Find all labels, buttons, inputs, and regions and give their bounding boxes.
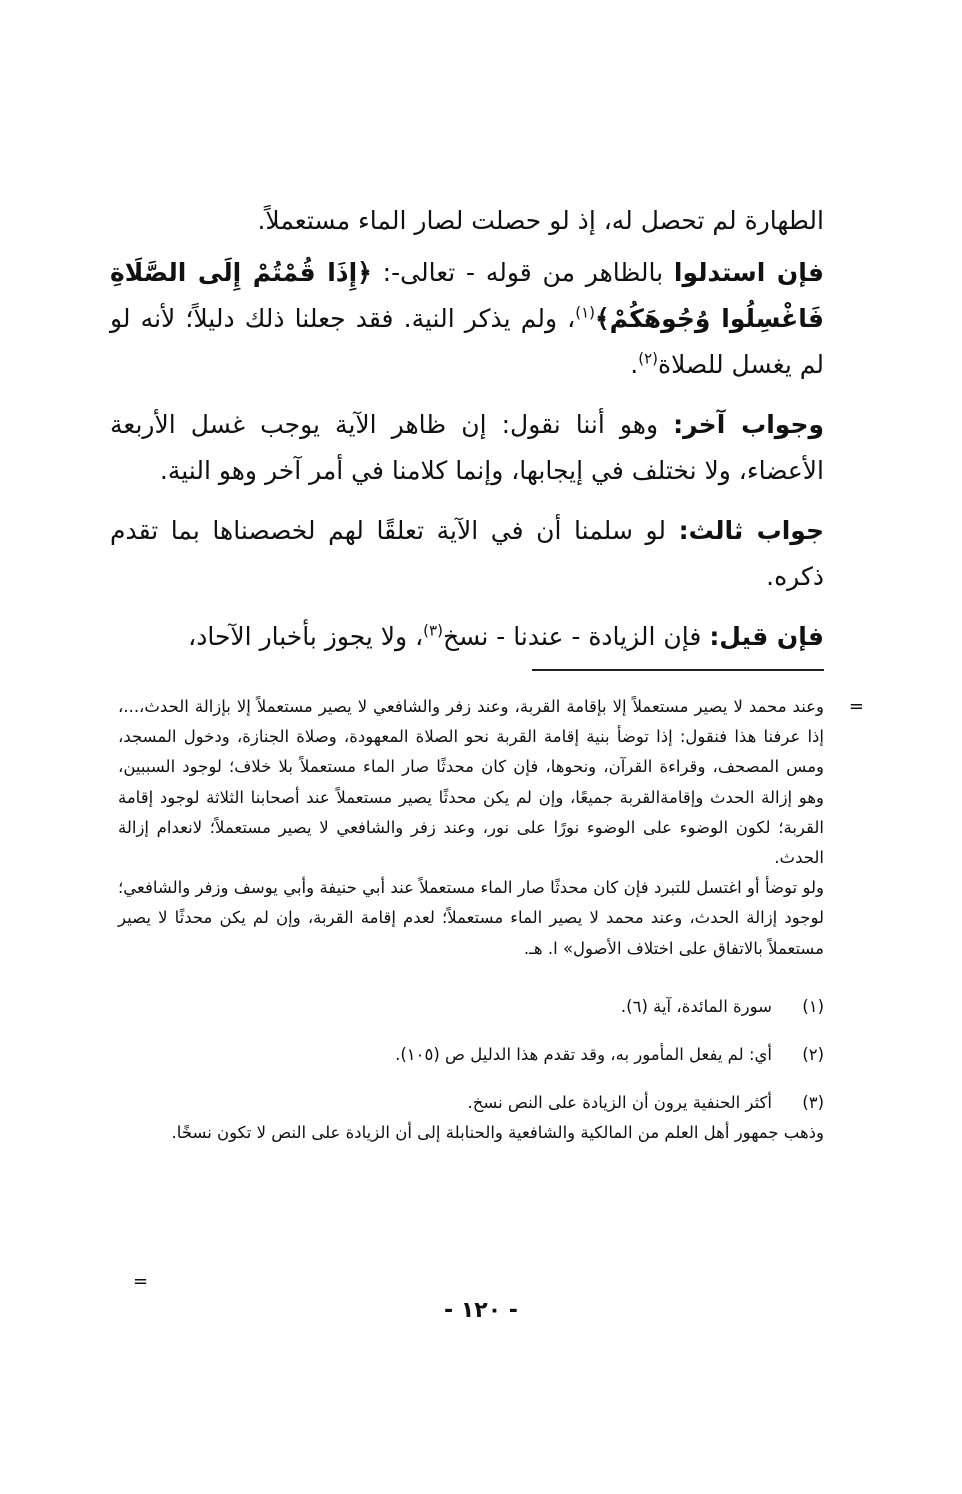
footnote-divider bbox=[532, 669, 824, 671]
footnote-3-text: أكثر الحنفية يرون أن الزيادة على النص نسخ. bbox=[467, 1093, 772, 1113]
footnote-1-number: (١) bbox=[802, 996, 824, 1016]
paragraph-3 bbox=[110, 402, 824, 494]
paragraph-2-lead: فإن استدلوا bbox=[673, 258, 825, 287]
paragraph-3-text: وهو أننا نقول: إن ظاهر الآية يوجب غسل الأربعة الأعضاء، ولا نختلف في إيجابها، وإنما كلامنا في أمر آخر وهو النية. bbox=[110, 410, 824, 485]
page-number: - ١٢٠ - bbox=[444, 1298, 518, 1323]
footnote-continuation bbox=[118, 692, 864, 964]
paragraph-2-text-a: بالظاهر من قوله - تعالى-: bbox=[371, 258, 674, 287]
footnote-3-continued: وذهب جمهور أهل العلم من المالكية والشافعية والحنابلة إلى أن الزيادة على النص لا تكون نسخًا. bbox=[171, 1123, 824, 1143]
paragraph-4 bbox=[110, 508, 824, 600]
quran-verse: ﴿إِذَا قُمْتُمْ إِلَى الصَّلَاةِ فَاغْسِلُوا وُجُوهَكُمْ﴾ bbox=[110, 258, 824, 333]
paragraph-3-lead: وجواب آخر: bbox=[673, 410, 824, 439]
continuation-paragraph-1: وعند محمد لا يصير مستعملاً إلا بإقامة القربة، وعند زفر والشافعي لا يصير مستعملاً إلا بإزالة الحدث،...، إذا عرفنا هذا فنقول: إذا توضأ بنية إقامة القربة نحو الصلاة المعهودة، وصلاة الجنازة، ودخول المسجد، ومس المصحف، وقراءة القرآن، ونحوها، فإن كان محدثًا صار الماء مستعملاً بلا خلاف؛ لوجود السببين، وهو إزالة الحدث وإقامةالقربة جميعًا، وإن لم يكن محدثًا يصير مستعملاً عند أصحابنا الثلاثة لوجود إقامة القربة؛ لكون الوضوء على الوضوء نورًا على نور، وعند زفر والشافعي لا يصير مستعملاً؛ لانعدام إزالة الحدث. bbox=[118, 697, 824, 868]
footnote-3 bbox=[118, 1088, 824, 1118]
footnote-ref-2[interactable]: (٢) bbox=[638, 349, 658, 368]
footnote-2 bbox=[118, 1040, 824, 1070]
footnotes bbox=[118, 692, 864, 1149]
footnote-1 bbox=[118, 992, 824, 1022]
paragraph-4-text: لو سلمنا أن في الآية تعلقًا لهم لخصصناها بما تقدم ذكره. bbox=[110, 516, 824, 591]
paragraph-5-lead: فإن قيل: bbox=[709, 622, 824, 651]
paragraph-2 bbox=[110, 250, 824, 388]
footnote-3-number: (٣) bbox=[802, 1093, 824, 1113]
paragraph-2-text-b: ، ولم يذكر النية. فقد جعلنا ذلك دليلاً؛ لأنه لو لم يغسل للصلاة bbox=[110, 304, 824, 379]
footnote-ref-1[interactable]: (١) bbox=[575, 303, 596, 322]
paragraph-5-text-b: ، ولا يجوز بأخبار الآحاد، bbox=[188, 622, 424, 651]
continuation-paragraph-2: ولو توضأ أو اغتسل للتبرد فإن كان محدثًا صار الماء مستعملاً عند أبي حنيفة وأبي يوسف وزفر والشافعي؛ لوجود إزالة الحدث، وعند محمد لا يصير الماء مستعملاً؛ لعدم إقامة القربة، وإن لم يكن محدثًا لا يصير مستعملاً بالاتفاق على اختلاف الأصول» ا. هـ. bbox=[118, 878, 824, 958]
main-text bbox=[110, 198, 824, 674]
footnote-2-text: أي: لم يفعل المأمور به، وقد تقدم هذا الدليل ص (١٠٥). bbox=[395, 1045, 772, 1065]
paragraph-5-text-a: فإن الزيادة - عندنا - نسخ bbox=[442, 622, 710, 651]
footnote-ref-3[interactable]: (٣) bbox=[423, 621, 443, 640]
paragraph-5 bbox=[110, 614, 824, 660]
continuation-mark: = bbox=[848, 696, 864, 717]
continues-next-page-mark: = bbox=[133, 1271, 149, 1292]
footnote-1-text: سورة المائدة، آية (٦). bbox=[620, 996, 772, 1016]
paragraph-1-text: الطهارة لم تحصل له، إذ لو حصلت لصار الماء مستعملاً. bbox=[257, 206, 824, 235]
paragraph-2-end: . bbox=[630, 350, 639, 379]
paragraph-1 bbox=[110, 198, 824, 244]
paragraph-4-lead: جواب ثالث: bbox=[678, 516, 824, 545]
footnote-2-number: (٢) bbox=[802, 1045, 824, 1065]
